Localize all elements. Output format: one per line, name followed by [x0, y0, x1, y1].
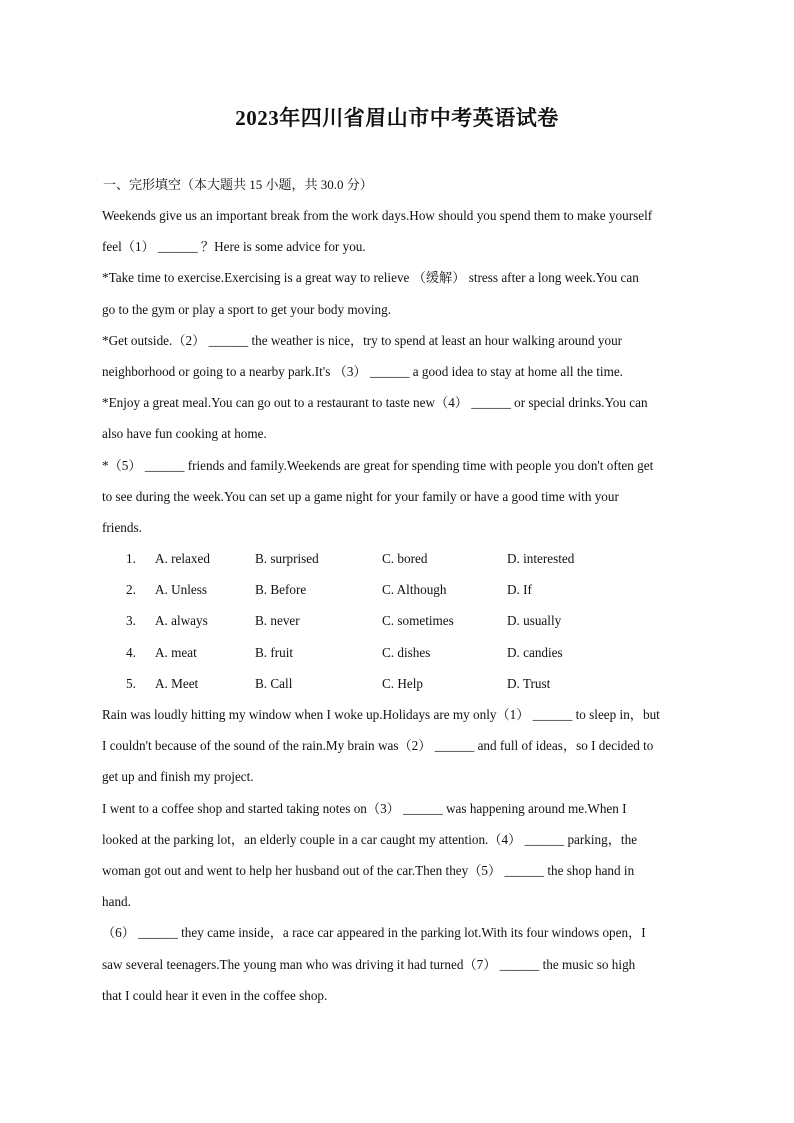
- option-c: C. Although: [382, 582, 447, 598]
- passage-line: saw several teenagers.The young man who was driving it had turned（7） ______ the music so high: [102, 956, 636, 972]
- option-c: C. sometimes: [382, 613, 454, 629]
- passage-line: I couldn't because of the sound of the rain.My brain was（2） ______ and full of ideas，so I decided to: [102, 738, 654, 754]
- passage-line: hand.: [102, 894, 131, 910]
- option-c: C. Help: [382, 675, 424, 691]
- option-row: [102, 668, 694, 699]
- question-number: 4.: [126, 644, 136, 660]
- passage-line: get up and finish my project.: [102, 769, 254, 785]
- passage-line: （6） ______ they came inside，a race car appeared in the parking lot.With its four windows open，I: [102, 925, 646, 941]
- passage-line: feel（1） ______ ？Here is some advice for you.: [102, 239, 366, 255]
- passage-line: go to the gym or play a sport to get your body moving.: [102, 301, 391, 317]
- option-a: A. Meet: [155, 675, 199, 691]
- option-b: B. Before: [255, 582, 307, 598]
- option-row: [102, 605, 694, 636]
- passage-line: I went to a coffee shop and started taking notes on（3） ______ was happening around me.When I: [102, 800, 627, 816]
- passage-line: woman got out and went to help her husband out of the car.Then they（5） ______ the shop hand in: [102, 862, 635, 878]
- passage-line: looked at the parking lot，an elderly couple in a car caught my attention.（4） ______ parking，the: [102, 831, 638, 847]
- option-d: D. If: [507, 582, 532, 598]
- option-row: [102, 637, 694, 668]
- passage-line: Weekends give us an important break from the work days.How should you spend them to make yourself: [102, 208, 653, 223]
- option-b: B. surprised: [255, 551, 319, 567]
- passage-1: [102, 200, 694, 543]
- passage-line: *（5） ______ friends and family.Weekends are great for spending time with people you don't often get: [102, 457, 654, 473]
- option-b: B. never: [255, 613, 300, 629]
- option-b: B. Call: [255, 675, 293, 691]
- section-heading: 一、完形填空（本大题共 15 小题，共 30.0 分）: [103, 177, 373, 192]
- option-c: C. dishes: [382, 644, 431, 660]
- question-number: 5.: [126, 675, 136, 691]
- passage-line: friends.: [102, 519, 142, 535]
- passage-line: *Get outside.（2） ______ the weather is nice，try to spend at least an hour walking around your: [102, 332, 623, 348]
- document-body: [102, 200, 694, 1011]
- passage-line: neighborhood or going to a nearby park.It's （3） ______ a good idea to stay at home all the time.: [102, 363, 623, 379]
- passage-line: that I could hear it even in the coffee shop.: [102, 987, 328, 1003]
- option-a: A. meat: [155, 644, 197, 660]
- passage-2: [102, 699, 694, 1011]
- option-row: [102, 574, 694, 605]
- option-d: D. usually: [507, 613, 562, 629]
- page-title: 2023年四川省眉山市中考英语试卷: [235, 106, 559, 130]
- option-a: A. always: [155, 613, 208, 629]
- passage-line: also have fun cooking at home.: [102, 426, 267, 442]
- question-number: 2.: [126, 582, 136, 598]
- option-d: D. Trust: [507, 675, 551, 691]
- options-list: [102, 543, 694, 699]
- option-a: A. relaxed: [155, 551, 210, 567]
- option-a: A. Unless: [155, 582, 208, 598]
- option-b: B. fruit: [255, 644, 294, 660]
- question-number: 1.: [126, 551, 136, 567]
- passage-line: Rain was loudly hitting my window when I woke up.Holidays are my only（1） ______ to sleep in，but: [102, 707, 660, 722]
- option-row: [102, 543, 694, 574]
- question-number: 3.: [126, 613, 136, 629]
- passage-line: to see during the week.You can set up a game night for your family or have a good time with your: [102, 488, 619, 504]
- option-c: C. bored: [382, 551, 428, 567]
- passage-line: *Enjoy a great meal.You can go out to a restaurant to taste new（4） ______ or special drinks.You can: [102, 395, 648, 411]
- passage-line: *Take time to exercise.Exercising is a great way to relieve （缓解） stress after a long week.You can: [102, 270, 639, 286]
- option-d: D. interested: [507, 551, 575, 567]
- option-d: D. candies: [507, 644, 563, 660]
